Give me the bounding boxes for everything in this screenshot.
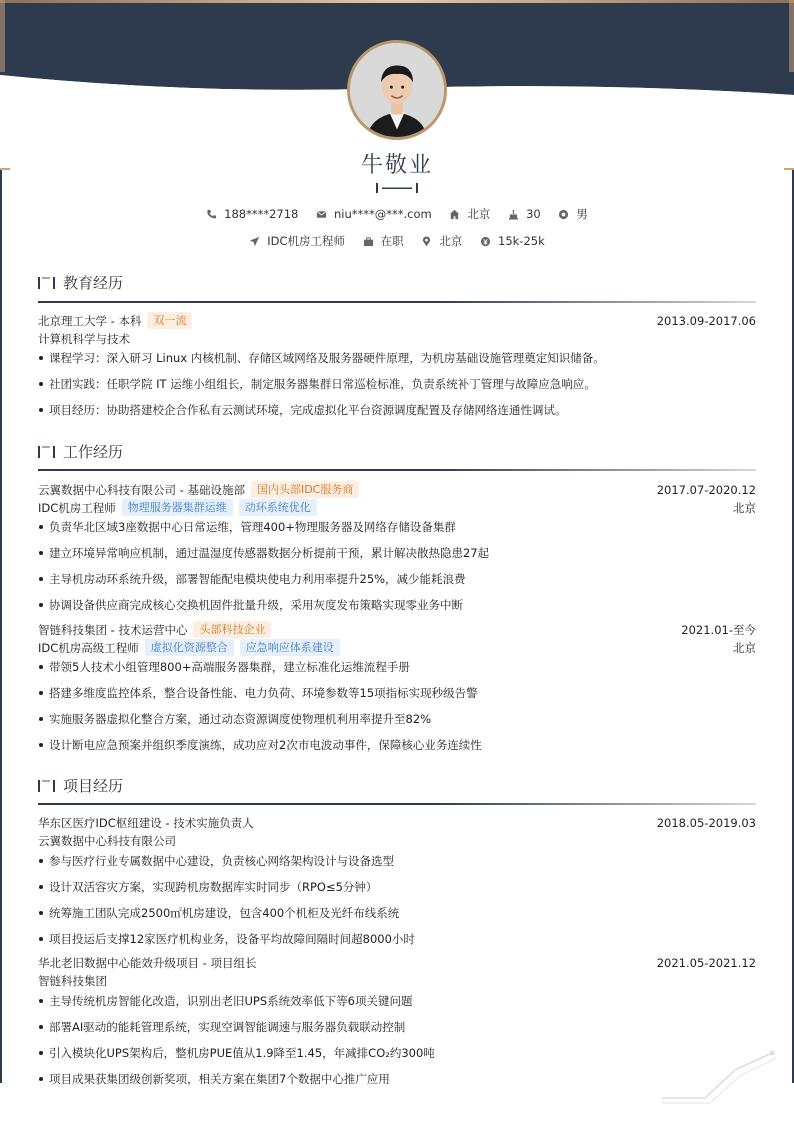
section-mark-icon bbox=[38, 445, 56, 459]
list-item: 设计双活容灾方案，实现跨机房数据库实时同步（RPO≤5分钟） bbox=[38, 879, 756, 895]
list-item: 负责华北区域3座数据中心日常运维，管理400+物理服务器及网络存储设备集群 bbox=[38, 519, 756, 535]
mail-icon bbox=[316, 209, 327, 220]
location-icon bbox=[421, 236, 432, 247]
list-item: 带领5人技术小组管理800+高端服务器集群，建立标准化运维流程手册 bbox=[38, 659, 756, 675]
project-date: 2021.05-2021.12 bbox=[656, 956, 756, 970]
list-item: 协调设备供应商完成核心交换机固件批量升级，采用灰度发布策略实现零业务中断 bbox=[38, 597, 756, 613]
job-role: IDC机房工程师 bbox=[38, 500, 116, 515]
gender-icon bbox=[558, 209, 569, 220]
school-name: 北京理工大学 - 本科 bbox=[38, 313, 142, 328]
send-icon bbox=[249, 236, 260, 247]
education-section-title: 教育经历 bbox=[38, 272, 123, 293]
list-item: 设计断电应急预案并组织季度演练，成功应对2次市电波动事件，保障核心业务连续性 bbox=[38, 737, 756, 753]
project-org: 智链科技集团 bbox=[38, 974, 107, 988]
education-major: 计算机科学与技术 bbox=[38, 332, 130, 346]
work-section-rule bbox=[38, 469, 756, 471]
list-item: 建立环境异常响应机制，通过温湿度传感器数据分析提前干预，累计解决散热隐患27起 bbox=[38, 545, 756, 561]
company-name: 智链科技集团 - 技术运营中心 bbox=[38, 622, 188, 637]
avatar bbox=[347, 40, 447, 140]
list-item: 项目经历：协助搭建校企合作私有云测试环境，完成虚拟化平台资源调度配置及存储网络连通性调试。 bbox=[38, 402, 756, 418]
email-item: niu****@***.com bbox=[316, 207, 432, 221]
project-header bbox=[38, 955, 756, 971]
list-item: 统筹施工团队完成2500㎡机房建设，包含400个机柜及光纤布线系统 bbox=[38, 905, 756, 921]
age-item: 30 bbox=[508, 207, 541, 221]
list-item: 部署AI驱动的能耗管理系统，实现空调智能调速与服务器负载联动控制 bbox=[38, 1019, 756, 1035]
job-date: 2021.01-至今 bbox=[681, 622, 756, 637]
phone-icon bbox=[206, 209, 217, 220]
company-name: 云翼数据中心科技有限公司 - 基础设施部 bbox=[38, 482, 245, 497]
job-role-line bbox=[38, 499, 756, 516]
job-city: 北京 bbox=[733, 640, 756, 655]
target-city-item: 北京 bbox=[421, 233, 462, 249]
role-tag: 动环系统优化 bbox=[239, 499, 317, 516]
job-role: IDC机房高级工程师 bbox=[38, 640, 139, 655]
project-name: 华北老旧数据中心能效升级项目 - 项目组长 bbox=[38, 956, 257, 970]
job-role-line bbox=[38, 639, 756, 656]
list-item: 项目成果获集团级创新奖项，相关方案在集团7个数据中心推广应用 bbox=[38, 1071, 756, 1087]
list-item: 主导机房动环系统升级，部署智能配电模块使电力利用率提升25%，减少能耗浪费 bbox=[38, 571, 756, 587]
list-item: 主导传统机房智能化改造，识别出老旧UPS系统效率低下等6项关键问题 bbox=[38, 993, 756, 1009]
project-name: 华东区医疗IDC枢纽建设 - 技术实施负责人 bbox=[38, 816, 254, 830]
project-org: 云翼数据中心科技有限公司 bbox=[38, 834, 176, 848]
contact-row bbox=[0, 206, 794, 223]
job-header bbox=[38, 481, 756, 498]
section-mark-icon bbox=[38, 779, 56, 793]
project-date: 2018.05-2019.03 bbox=[656, 816, 756, 830]
list-item: 社团实践：任职学院 IT 运维小组组长，制定服务器集群日常巡检标准，负责系统补丁管理与故障应急响应。 bbox=[38, 376, 756, 392]
project-header bbox=[38, 815, 756, 831]
list-item: 搭建多维度监控体系，整合设备性能、电力负荷、环境参数等15项指标实现秒级告警 bbox=[38, 685, 756, 701]
salary-item: 15k-25k bbox=[480, 234, 545, 248]
portrait-image bbox=[350, 43, 444, 137]
phone-item: 188****2718 bbox=[206, 207, 298, 221]
school-tag: 双一流 bbox=[147, 312, 192, 329]
education-section-rule bbox=[38, 301, 756, 303]
work-section-title: 工作经历 bbox=[38, 441, 123, 462]
projects-section-rule bbox=[38, 803, 756, 805]
job-intent-row bbox=[0, 233, 794, 250]
candidate-name: 牛敬业 bbox=[360, 153, 433, 178]
section-mark-icon bbox=[38, 276, 56, 290]
corner-decoration bbox=[660, 1048, 780, 1108]
education-date: 2013.09-2017.06 bbox=[656, 313, 756, 328]
company-tag: 头部科技企业 bbox=[193, 621, 271, 638]
projects-section-title: 项目经历 bbox=[38, 775, 123, 796]
education-header bbox=[38, 312, 756, 329]
target-position-item: IDC机房工程师 bbox=[249, 233, 345, 249]
left-rail bbox=[0, 170, 2, 1083]
role-tag: 物理服务器集群运维 bbox=[122, 499, 233, 516]
list-item: 项目投运后支撑12家医疗机构业务，设备平均故障间隔时间超8000小时 bbox=[38, 931, 756, 947]
list-item: 实施服务器虚拟化整合方案，通过动态资源调度使物理机利用率提升至82% bbox=[38, 711, 756, 727]
list-item: 参与医疗行业专属数据中心建设，负责核心网络架构设计与设备选型 bbox=[38, 853, 756, 869]
list-item: 课程学习：深入研习 Linux 内核机制、存储区域网络及服务器硬件原理，为机房基础设施管理奠定知识储备。 bbox=[38, 350, 756, 366]
city-item: 北京 bbox=[449, 206, 490, 222]
briefcase-icon bbox=[363, 236, 374, 247]
cake-icon bbox=[508, 209, 519, 220]
status-item: 在职 bbox=[363, 233, 404, 249]
role-tag: 应急响应体系建设 bbox=[240, 639, 340, 656]
name-divider bbox=[376, 183, 418, 193]
job-date: 2017.07-2020.12 bbox=[656, 482, 756, 497]
company-tag: 国内头部IDC服务商 bbox=[251, 481, 359, 498]
job-city: 北京 bbox=[733, 500, 756, 515]
home-icon bbox=[449, 209, 460, 220]
role-tag: 虚拟化资源整合 bbox=[145, 639, 234, 656]
list-item: 引入模块化UPS架构后，整机房PUE值从1.9降至1.45，年减排CO₂约300吨 bbox=[38, 1045, 756, 1061]
job-header bbox=[38, 621, 756, 638]
gender-item: 男 bbox=[558, 206, 588, 222]
money-icon bbox=[480, 236, 491, 247]
